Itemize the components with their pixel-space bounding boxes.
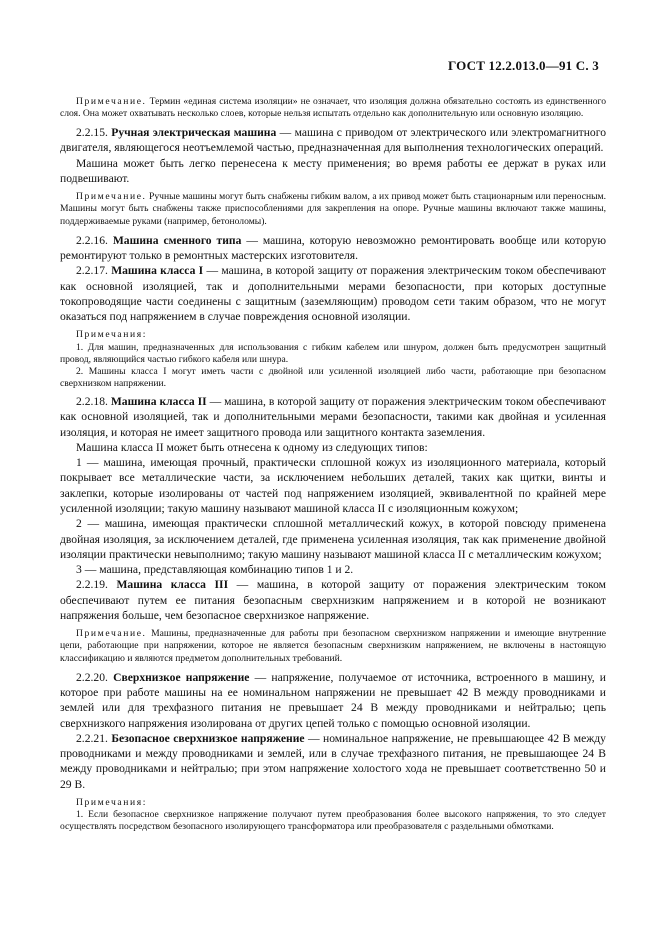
definition-2-2-21: [60, 731, 606, 792]
term: Машина класса II: [110, 394, 207, 408]
note-label: Примечание.: [76, 96, 147, 107]
clause-number: 2.2.16.: [76, 233, 108, 247]
clause-number: 2.2.15.: [76, 126, 108, 140]
paragraph: 2 — машина, имеющая практически сплошной металлический кожух, в которой повсюду применена двойная изоляция, за исключением деталей, где применена усиленная изоляция, так как применение двойной изоляции практически невыполнимо; такую машину называют машиной класса II с металлическим кожухом;: [60, 517, 606, 561]
clause-number: 2.2.21.: [76, 731, 108, 745]
note-paragraph: [60, 628, 606, 664]
page-header: ГОСТ 12.2.013.0—91 С. 3: [447, 58, 599, 73]
paragraph: 3 — машина, представляющая комбинацию типов 1 и 2.: [76, 563, 354, 577]
definition-2-2-18: [60, 394, 606, 440]
clause-number: 2.2.17.: [76, 264, 108, 278]
note-text: Машины, предназначенные для работы при безопасном сверхнизком напряжении и имеющие внутренние цепи, работающие при напряжении, которое не является безопасным сверхнизким напряжением, не включены в настоящую классификацию и являются предметом дополнительных требований.: [60, 628, 606, 664]
paragraph: Машина может быть легко перенесена к месту применения; во время работы ее держат в руках или подвешивают.: [60, 156, 606, 186]
clause-number: 2.2.19.: [76, 578, 108, 592]
definition-2-2-15: [60, 125, 606, 156]
notes-heading: [60, 329, 606, 341]
note-item: 1. Если безопасное сверхнизкое напряжение получают путем преобразования более высокого напряжения, то это следует осуществлять посредством безопасного изолирующего трансформатора или преобразователя с раздельными обмотками.: [60, 809, 606, 833]
definition-2-2-16: [60, 233, 606, 264]
definition-text: — номинальное напряжение, не превышающее 42 В между проводниками и между проводниками и землей, или в случае трехфазного питания, не превышающее 24 В между проводниками и нейтралью; при этом напряжение холостого хода не превышает соответственно 50 и 29 В.: [60, 731, 606, 791]
note-label: Примечание.: [76, 628, 147, 640]
definition-text: — напряжение, получаемое от источника, встроенного в машину, и которое при работе машины на ее номинальном напряжении не превышает 42 В между проводниками и землей или для трехфазного питания не превышает 24 В между проводниками и нейтралью; цепь сверхнизкого напряжения изолирована от других цепей только с помощью основной изоляции.: [60, 670, 607, 730]
definition-text: — машина, которую невозможно ремонтировать вообще или которую ремонтируют только в ремонтных мастерских изготовителя.: [60, 233, 607, 262]
definition-2-2-20: [60, 670, 606, 731]
note-paragraph: [60, 191, 606, 227]
term: Машина класса III: [116, 578, 229, 592]
definition-2-2-17: [60, 263, 606, 324]
note-text: Термин «единая система изоляции» не означает, что изоляция должна обязательно состоять из единственного слоя. Она может охватывать несколько слоев, которые нельзя испытать отдельно как дополнительную или основную изоляцию.: [60, 96, 606, 120]
document-body: [60, 96, 606, 833]
clause-number: 2.2.20.: [76, 670, 108, 684]
term: Ручная электрическая машина: [111, 126, 277, 140]
note-item: 2. Машины класса I могут иметь части с двойной или усиленной изоляцией либо части, работающие при безопасном сверхнизком напряжении.: [60, 365, 606, 389]
term: Машина класса I: [111, 264, 204, 278]
note-label: Примечание.: [76, 191, 147, 203]
definition-text: — машина, в которой защиту от поражения электрическим током обеспечивают путем ее питания безопасным сверхнизким напряжением и в которой не возникают напряжения больше, чем безопасное сверхнизкое напряжение.: [60, 578, 606, 623]
term: Безопасное сверхнизкое напряжение: [111, 731, 305, 745]
term: Сверхнизкое напряжение: [113, 670, 250, 684]
clause-number: 2.2.18.: [76, 394, 108, 408]
notes-label: Примечания:: [76, 329, 147, 341]
notes-heading: [60, 797, 606, 809]
term: Машина сменного типа: [112, 233, 242, 247]
note-item: 1. Для машин, предназначенных для использования с гибким кабелем или шнуром, должен быть предусмотрен защитный провод, являющийся частью гибкого кабеля или шнура.: [60, 341, 606, 365]
definition-text: — машина, в которой защиту от поражения электрическим током обеспечивают как основной изоляцией, так и дополнительными мерами безопасности, такими как двойная и усиленная изоляция, и которая не имеет защитного провода или защитного контакта заземления.: [60, 394, 607, 439]
note-text: Ручные машины могут быть снабжены гибким валом, а их привод может быть стационарным или переносным. Машины могут быть снабжены также приспособлениями для закрепления на опоре. Ручные машины включают также машины, поддерживаемые руками (например, бетоноломы).: [60, 191, 606, 227]
notes-label: Примечания:: [76, 797, 147, 809]
paragraph: Машина класса II может быть отнесена к одному из следующих типов:: [76, 440, 428, 454]
definition-text: — машина, в которой защиту от поражения электрическим током обеспечивают как основной изоляцией, так и дополнительными мерами безопасности, при которых доступные токопроводящие части соединены с защитным (заземляющим) проводом сети таким образом, что не могут оказаться под напряжением в случае повреждения основной изоляции.: [60, 264, 606, 324]
paragraph: 1 — машина, имеющая прочный, практически сплошной кожух из изоляционного материала, который покрывает все металлические части, за исключением небольших деталей, таких как щитки, винты и заклепки, которые изолированы от частей под напряжением изоляцией, эквивалентной по крайней мере усиленной изоляции; такую машину называют машиной класса II с изоляционным кожухом;: [60, 456, 606, 515]
definition-2-2-19: [60, 577, 606, 623]
definition-text: — машина с приводом от электрического или электромагнитного двигателя, являющегося неотъемлемой частью, предназначенная для выполнения технологических операций.: [60, 126, 606, 155]
note-paragraph: [60, 96, 606, 120]
